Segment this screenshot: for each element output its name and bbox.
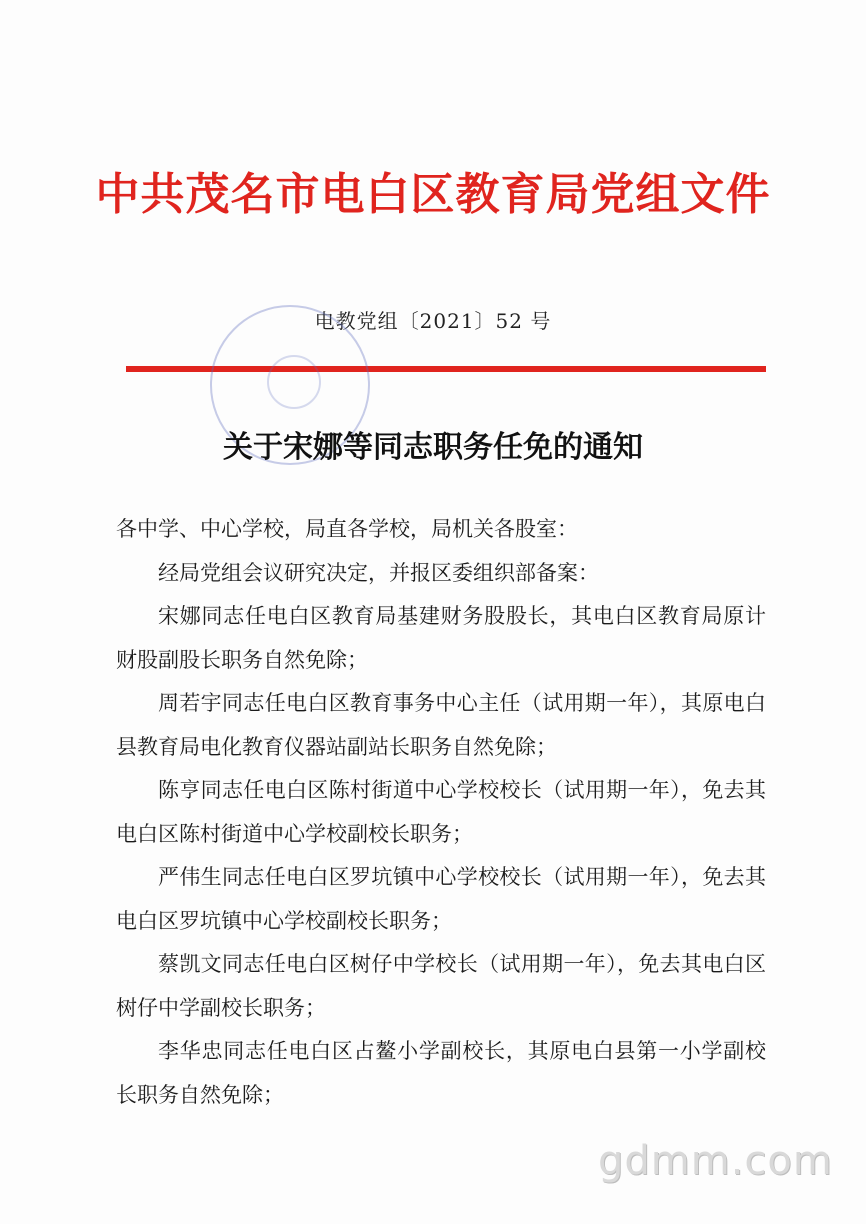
salutation: 各中学、中心学校，局直各学校，局机关各股室：: [116, 517, 578, 541]
body-paragraph: 严伟生同志任电白区罗坑镇中心学校校长（试用期一年），免去其电白区罗坑镇中心学校副校长职务；: [116, 865, 766, 933]
notice-body: [116, 508, 766, 1117]
seal-emblem-icon: [267, 355, 321, 409]
body-paragraph: 宋娜同志任电白区教育局基建财务股股长，其电白区教育局原计财股副股长职务自然免除；: [116, 604, 766, 672]
body-paragraph: 蔡凯文同志任电白区树仔中学校长（试用期一年），免去其电白区树仔中学副校长职务；: [116, 952, 766, 1020]
notice-title: 关于宋娜等同志职务任免的通知: [223, 430, 643, 465]
body-paragraph: 陈亨同志任电白区陈村街道中心学校校长（试用期一年），免去其电白区陈村街道中心学校副校长职务；: [116, 778, 766, 846]
body-paragraph: 周若宇同志任电白区教育事务中心主任（试用期一年），其原电白县教育局电化教育仪器站副站长职务自然免除；: [116, 691, 766, 759]
body-paragraph: 经局党组会议研究决定，并报区委组织部备案：: [158, 560, 599, 585]
site-watermark: gdmm.com: [598, 1138, 833, 1184]
body-paragraph: 李华忠同志任电白区占鳌小学副校长，其原电白县第一小学副校长职务自然免除；: [116, 1039, 766, 1107]
document-number: 电教党组〔2021〕52 号: [314, 309, 552, 333]
document-header-title: 中共茂名市电白区教育局党组文件: [95, 169, 771, 220]
